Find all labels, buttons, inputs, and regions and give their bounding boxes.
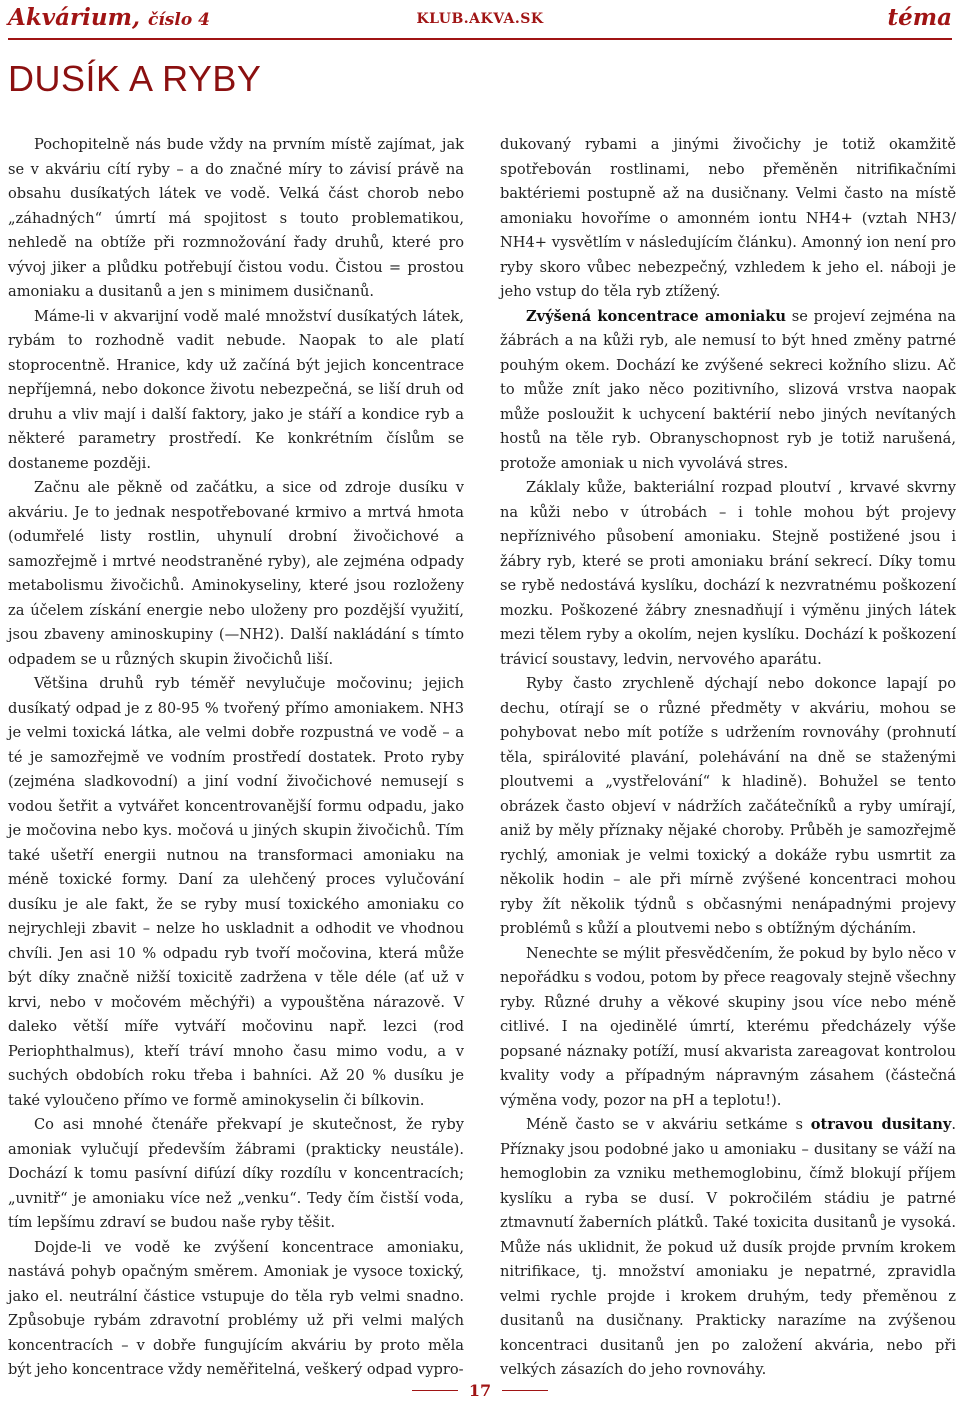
site-name: KLUB.AKVA.SK xyxy=(416,11,544,27)
section-label: téma xyxy=(887,4,952,31)
paragraph: Začnu ale pěkně od začátku, a sice od zdroje dusíku v akváriu. Je to jednak nespotřebované krmivo a mrtvá hmota (odumřelé listy rostlin, uhynulí drobní živočichové a samozřejmě i mrtvé neodstraněné ryby), ale zejména odpady metabolismu živočichů. Aminokyseliny, které jsou rozloženy za účelem získání energie nebo uloženy pro pozdější využití, jsou zbaveny aminoskupiny (—NH2). Další nakládání s tímto odpadem se u různých skupin živočichů liší. xyxy=(8,479,464,668)
magazine-name: Akvárium, xyxy=(8,4,140,31)
issue-number: číslo 4 xyxy=(148,10,210,30)
page-footer xyxy=(0,1380,960,1404)
page-number: 17 xyxy=(468,1381,492,1400)
header-rule xyxy=(8,38,952,40)
paragraph: dukovaný rybami a jinými živočichy je totiž okamžitě spotřebován rostlinami, nebo přeměněn nitrifikačními baktériemi postupně až na dusičnany. Velmi často na místě amoniaku hovoříme o amonném iontu NH4+ (vztah NH3/ NH4+ vysvětlím v následujícím článku). Amonný ion není pro ryby skoro vůbec nebezpečný, vzhledem k jeho el. náboji je jeho vstup do těla ryb ztížený. xyxy=(500,136,956,300)
paragraph: Většina druhů ryb téměř nevylučuje močovinu; jejich dusíkatý odpad je z 80-95 % tvořený přímo amoniakem. NH3 je velmi toxická látka, ale velmi dobře rozpustná ve vodě – a té je samozřejmě ve vodním prostředí dostatek. Proto ryby (zejména sladkovodní) a jiní vodní živočichové nemusejí s vodou šetřit a vytvářet koncentrovanější formu odpadu, jako je močovina nebo kys. močová u jiných skupin živočichů. Tím také ušetří energii nutnou na transformaci amoniaku na méně toxické formy. Daní za ulehčený proces vylučování dusíku je ale fakt, že se ryby musí toxického amoniaku co nejrychleji zbavit – nelze ho uskladnit a odhodit ve vhodnou chvíli. Jen asi 10 % odpadu ryb tvoří močovina, která může být díky značně nižší toxicitě zadržena v těle déle (ať už v krvi, nebo v močovém měchýři) a vypouštěna nárazově. V daleko větší míře vytváří močovinu např. lezci (rod Periophthalmus), kteří tráví mnoho času mimo vodu, a v suchých obdobích roku třeba i bahníci. Až 20 % dusíku je také vyloučeno přímo ve formě aminokyselin či bílkovin. xyxy=(8,675,464,1109)
paragraph xyxy=(500,305,956,477)
right-column xyxy=(500,133,956,1383)
page-header xyxy=(8,4,952,34)
paragraph: Pochopitelně nás bude vždy na prvním místě zajímat, jak se v akváriu cítí ryby – a do značné míry to závisí právě na obsahu dusíkatých látek ve vodě. Velká část chorob nebo „záhadných“ úmrtí má spojitost s touto problematikou, nehledě na obtíže při rozmnožování řady druhů, které pro vývoj jiker a plůdku potřebují čistou vodu. Čistou = prostou amoniaku a dusitanů a jen s minimem dusičnanů. xyxy=(8,136,464,300)
footer-rule-right xyxy=(502,1390,548,1391)
paragraph xyxy=(500,1113,956,1383)
paragraph: Dojde-li ve vodě ke zvýšení koncentrace amoniaku, nastává pohyb opačným směrem. Amoniak je vysoce toxický, jako el. neutrální částice vstupuje do těla ryb velmi snadno. Způsobuje rybám zdravotní problémy už při velmi malých koncentracích – v dobře fungujícím akváriu by proto měla být jeho koncentrace vždy neměřitelná, veškerý odpad vypro- xyxy=(8,1238,464,1378)
bold-phrase: otravou dusitany xyxy=(810,1116,952,1133)
bold-phrase: Zvýšená koncentrace amoniaku xyxy=(526,307,786,325)
paragraph-text: . Příznaky jsou podobné jako u amoniaku – dusitany se váží na hemoglobin za vzniku methemoglobinu, čímž blokují příjem kyslíku a ryba se dusí. V pokročilém stádiu je patrné ztmavnutí žaberních plátků. Také toxicita dusitanů je vysoká. Může nás uklidnit, že pokud už dusík projde prvním krokem nitrifikace, tj. množství amoniaku je nepatrné, zpravidla velmi rychle projde i krokem druhým, tedy přeměnou z dusitanů na dusičnany. Prakticky narazíme na zvýšenou koncentraci dusitanů jen po založení akvária, nebo při velkých zásazích do jeho rovnováhy. xyxy=(500,1116,956,1378)
footer-rule-left xyxy=(412,1390,458,1391)
paragraph: Co asi mnohé čtenáře překvapí je skutečnost, že ryby amoniak vylučují především žábrami (prakticky neustále). Dochází k tomu pasívní difúzí díky rozdílu v koncentracích; „uvnitř“ je amoniaku více než „venku“. Tedy čím čistší voda, tím lepšímu zdraví se budou naše ryby těšit. xyxy=(8,1116,464,1231)
paragraph: Ryby často zrychleně dýchají nebo dokonce lapají po dechu, otírají se o různé předměty v akváriu, mohou se pohybovat nebo mít potíže s udržením rovnováhy (prohnutí těla, spirálovité plavání, polehávání na dně se staženými ploutvemi a „vystřelování“ k hladině). Bohužel se tento obrázek často objeví v nádržích začátečníků a ryby umírají, aniž by měly příznaky nějaké choroby. Průběh je samozřejmě rychlý, amoniak je velmi toxický a dokáže rybu usmrtit za několik hodin – ale při mírně zvýšené koncentraci mohou ryby žít několik týdnů s občasnými nenápadnými projevy problémů s kůží a ploutvemi nebo s obtížným dýcháním. xyxy=(500,675,956,937)
paragraph-text: se projeví zejména na žábrách a na kůži ryb, ale nemusí to být hned změny patrné pouhým okem. Dochází ke zvýšené sekreci kožního slizu. Ač to může znít jako něco pozitivního, slizová vrstva naopak může posloužit k uchycení baktérií nebo jiných nevítaných hostů na těle ryb. Obranyschopnost ryb je totiž narušená, protože amoniak u nich vyvolává stres. xyxy=(500,307,956,472)
left-column xyxy=(8,133,464,1383)
paragraph: Nenechte se mýlit přesvědčením, že pokud by bylo něco v nepořádku s vodou, potom by přece reagovaly stejně všechny ryby. Různé druhy a věkové skupiny jsou více nebo méně citlivé. I na ojedinělé úmrtí, kterému předcházely výše popsané náznaky potíží, musí akvarista zareagovat kontrolou kvality vody a případným nápravným zásahem (částečná výměna vody, pozor na pH a teplotu!). xyxy=(500,944,956,1109)
paragraph: Máme-li v akvarijní vodě malé množství dusíkatých látek, rybám to rozhodně vadit nebude. Naopak to ale platí stoprocentně. Hranice, kdy už začíná být jejich koncentrace nepříjemná, nebo dokonce životu nebezpečná, se liší druh od druhu a vliv mají i další faktory, jako je stáří a kondice ryb a některé parametry prostředí. Ke konkrétním číslům se dostaneme později. xyxy=(8,307,464,472)
paragraph: Záklaly kůže, bakteriální rozpad ploutví , krvavé skvrny na kůži nebo v útrobách – i tohle mohou být projevy nepříznivého působení amoniaku. Stejně postižené jsou i žábry ryb, které se proti amoniaku brání sekrecí. Díky tomu se rybě nedostává kyslíku, dochází k nezvratnému poškození mozku. Poškozené žábry znesnadňují i výměnu jiných látek mezi tělem ryby a okolím, nejen kyslíku. Dochází k poškození trávicí soustavy, ledvin, nervového aparátu. xyxy=(500,479,956,668)
article-title: DUSÍK A RYBY xyxy=(8,58,262,99)
paragraph-text: Méně často se v akváriu setkáme s xyxy=(526,1116,811,1133)
